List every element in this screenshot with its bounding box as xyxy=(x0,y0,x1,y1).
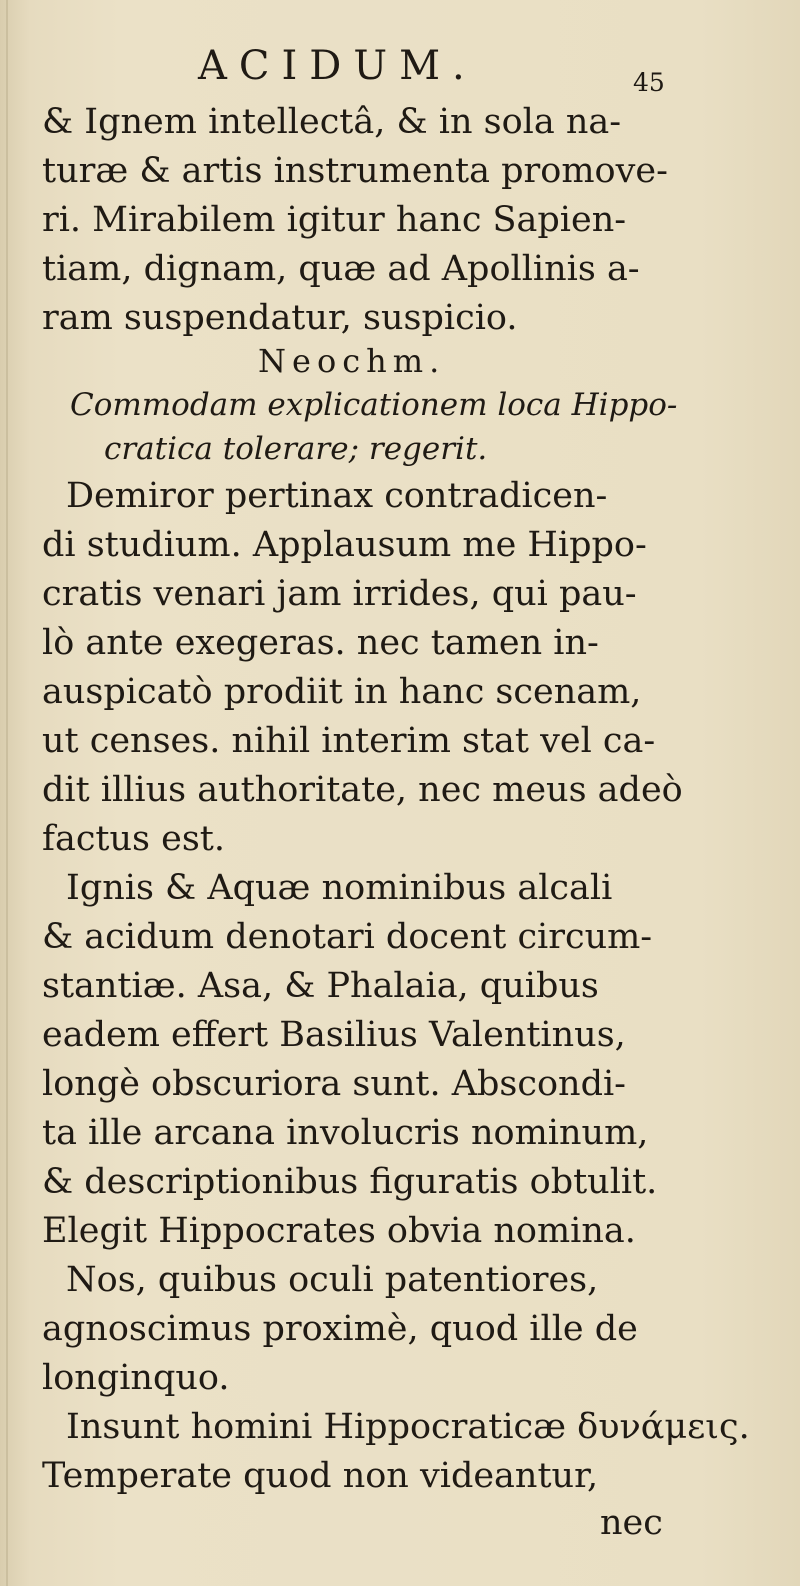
text-line: auspicatò prodiit in hanc scenam, xyxy=(42,672,642,712)
text-line: longè obscuriora sunt. Abscondi- xyxy=(42,1064,626,1104)
text-line: & acidum denotari docent circum- xyxy=(42,917,653,957)
text-line: Temperate quod non videantur, xyxy=(42,1456,599,1496)
text-line: turæ & artis instrumenta promove- xyxy=(42,151,668,191)
text-line: cratis venari jam irrides, qui pau- xyxy=(42,574,637,614)
text-line: & descriptionibus figuratis obtulit. xyxy=(42,1162,658,1202)
text-line: ta ille arcana involucris nominum, xyxy=(42,1113,649,1153)
text-line: lò ante exegeras. nec tamen in- xyxy=(42,623,599,663)
speaker-heading: Neochm. xyxy=(258,342,446,380)
text-line: agnoscimus proximè, quod ille de xyxy=(42,1309,638,1349)
argument-line: Commodam explicationem loca Hippo- xyxy=(70,387,678,423)
text-line: eadem effert Basilius Valentinus, xyxy=(42,1015,626,1055)
text-line: longinquo. xyxy=(42,1358,230,1398)
catchword: nec xyxy=(600,1503,663,1543)
text-line: Ignis & Aquæ nominibus alcali xyxy=(66,868,613,908)
text-line: tiam, dignam, quæ ad Apollinis a- xyxy=(42,249,640,289)
text-line: Demiror pertinax contradicen- xyxy=(66,476,608,516)
text-line: Insunt homini Hippocraticæ δυνάμεις. xyxy=(66,1407,750,1447)
running-title: ACIDUM. xyxy=(198,43,477,89)
text-line: di studium. Applausum me Hippo- xyxy=(42,525,647,565)
text-line: factus est. xyxy=(42,819,225,859)
text-line: ut censes. nihil interim stat vel ca- xyxy=(42,721,656,761)
text-line: stantiæ. Asa, & Phalaia, quibus xyxy=(42,966,599,1006)
page-number: 45 xyxy=(633,68,665,97)
text-line: ram suspendatur, suspicio. xyxy=(42,298,518,338)
text-line: dit illius authoritate, nec meus adeò xyxy=(42,770,683,810)
text-line: Elegit Hippocrates obvia nomina. xyxy=(42,1211,636,1251)
argument-line: cratica tolerare; regerit. xyxy=(104,431,488,467)
text-line: & Ignem intellectâ, & in sola na- xyxy=(42,102,622,142)
text-line: ri. Mirabilem igitur hanc Sapien- xyxy=(42,200,627,240)
text-line: Nos, quibus oculi patentiores, xyxy=(66,1260,599,1300)
